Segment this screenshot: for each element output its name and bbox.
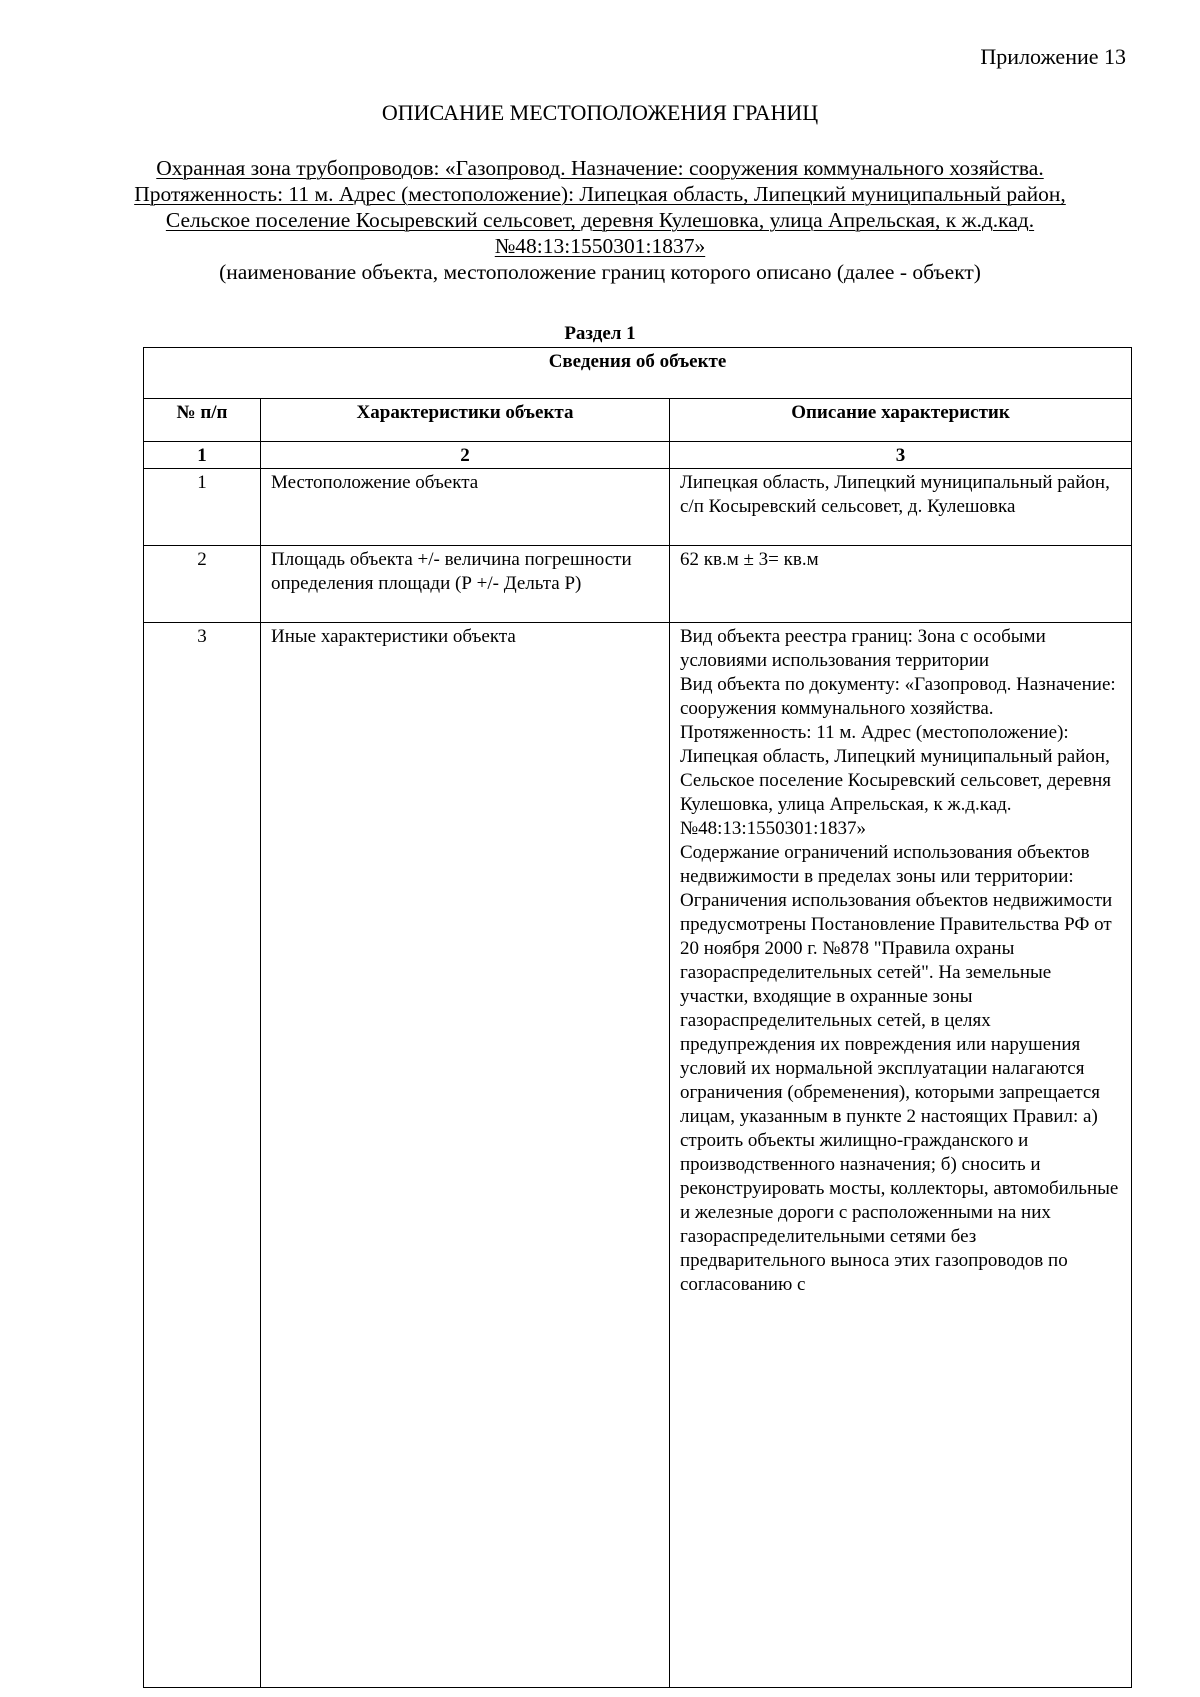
column-index-3: 3 <box>670 442 1132 469</box>
object-info-table <box>143 347 1132 1688</box>
description-restrictions: Содержание ограничений использования объектов недвижимости в пределах зоны или территории: Ограничения использования объектов недвижимости предусмотрены Постановление Правительства РФ от 20 ноября 2000 г. №878 "Правила охраны газораспределительных сетей". На земельные участки, входящие в охранные зоны газораспределительных сетей, в целях предупреждения их повреждения или нарушения условий их нормальной эксплуатации налагаются ограничения (обременения), которыми запрещается лицам, указанным в пункте 2 настоящих Правил: а) строить объекты жилищно-гражданского и производственного назначения; б) сносить и реконструировать мосты, коллекторы, автомобильные и железные дороги с расположенными на них газораспределительными сетями без предварительного выноса этих газопроводов по согласованию с <box>680 842 1119 1295</box>
row-characteristic: Площадь объекта +/- величина погрешности определения площади (Р +/- Дельта Р) <box>261 546 670 623</box>
table-column-index-row <box>144 442 1132 469</box>
header-characteristic: Характеристики объекта <box>261 399 670 442</box>
row-description <box>670 623 1132 1688</box>
object-name-block <box>130 155 1070 285</box>
table-row <box>144 469 1132 546</box>
table-header-row <box>144 399 1132 442</box>
table-caption: Сведения об объекте <box>144 348 1132 399</box>
annex-label: Приложение 13 <box>980 44 1126 69</box>
row-number: 3 <box>144 623 261 1688</box>
object-name-caption: (наименование объекта, местоположение границ которого описано (далее - объект) <box>219 260 981 284</box>
column-index-1: 1 <box>144 442 261 469</box>
header-description: Описание характеристик <box>670 399 1132 442</box>
row-number: 1 <box>144 469 261 546</box>
table-row <box>144 623 1132 1688</box>
document-title: ОПИСАНИЕ МЕСТОПОЛОЖЕНИЯ ГРАНИЦ <box>381 100 819 125</box>
column-index-2: 2 <box>261 442 670 469</box>
object-name: Охранная зона трубопроводов: «Газопровод. Назначение: сооружения коммунального хозяйства. Протяженность: 11 м. Адрес (местоположение): Липецкая область, Липецкий муниципальный район, Сельское поселение Косыревский сельсовет, деревня Кулешовка, улица Апрельская, к ж.д.кад.№48:13:1550301:1837» <box>134 156 1066 258</box>
row-characteristic: Местоположение объекта <box>261 469 670 546</box>
section-label: Раздел 1 <box>564 323 636 344</box>
row-characteristic: Иные характеристики объекта <box>261 623 670 1688</box>
row-number: 2 <box>144 546 261 623</box>
row-description: Липецкая область, Липецкий муниципальный район, с/п Косыревский сельсовет, д. Кулешовка <box>670 469 1132 546</box>
description-document-type: Вид объекта по документу: «Газопровод. Назначение: сооружения коммунального хозяйства. Протяженность: 11 м. Адрес (местоположение): Липецкая область, Липецкий муниципальный район, Сельское поселение Косыревский сельсовет, деревня Кулешовка, улица Апрельская, к ж.д.кад.№48:13:1550301:1837» <box>680 674 1116 839</box>
description-registry-type: Вид объекта реестра границ: Зона с особыми условиями использования территории <box>680 626 1046 671</box>
table-row <box>144 546 1132 623</box>
header-number: № п/п <box>144 399 261 442</box>
row-description: 62 кв.м ± 3= кв.м <box>670 546 1132 623</box>
table-caption-row <box>144 348 1132 399</box>
